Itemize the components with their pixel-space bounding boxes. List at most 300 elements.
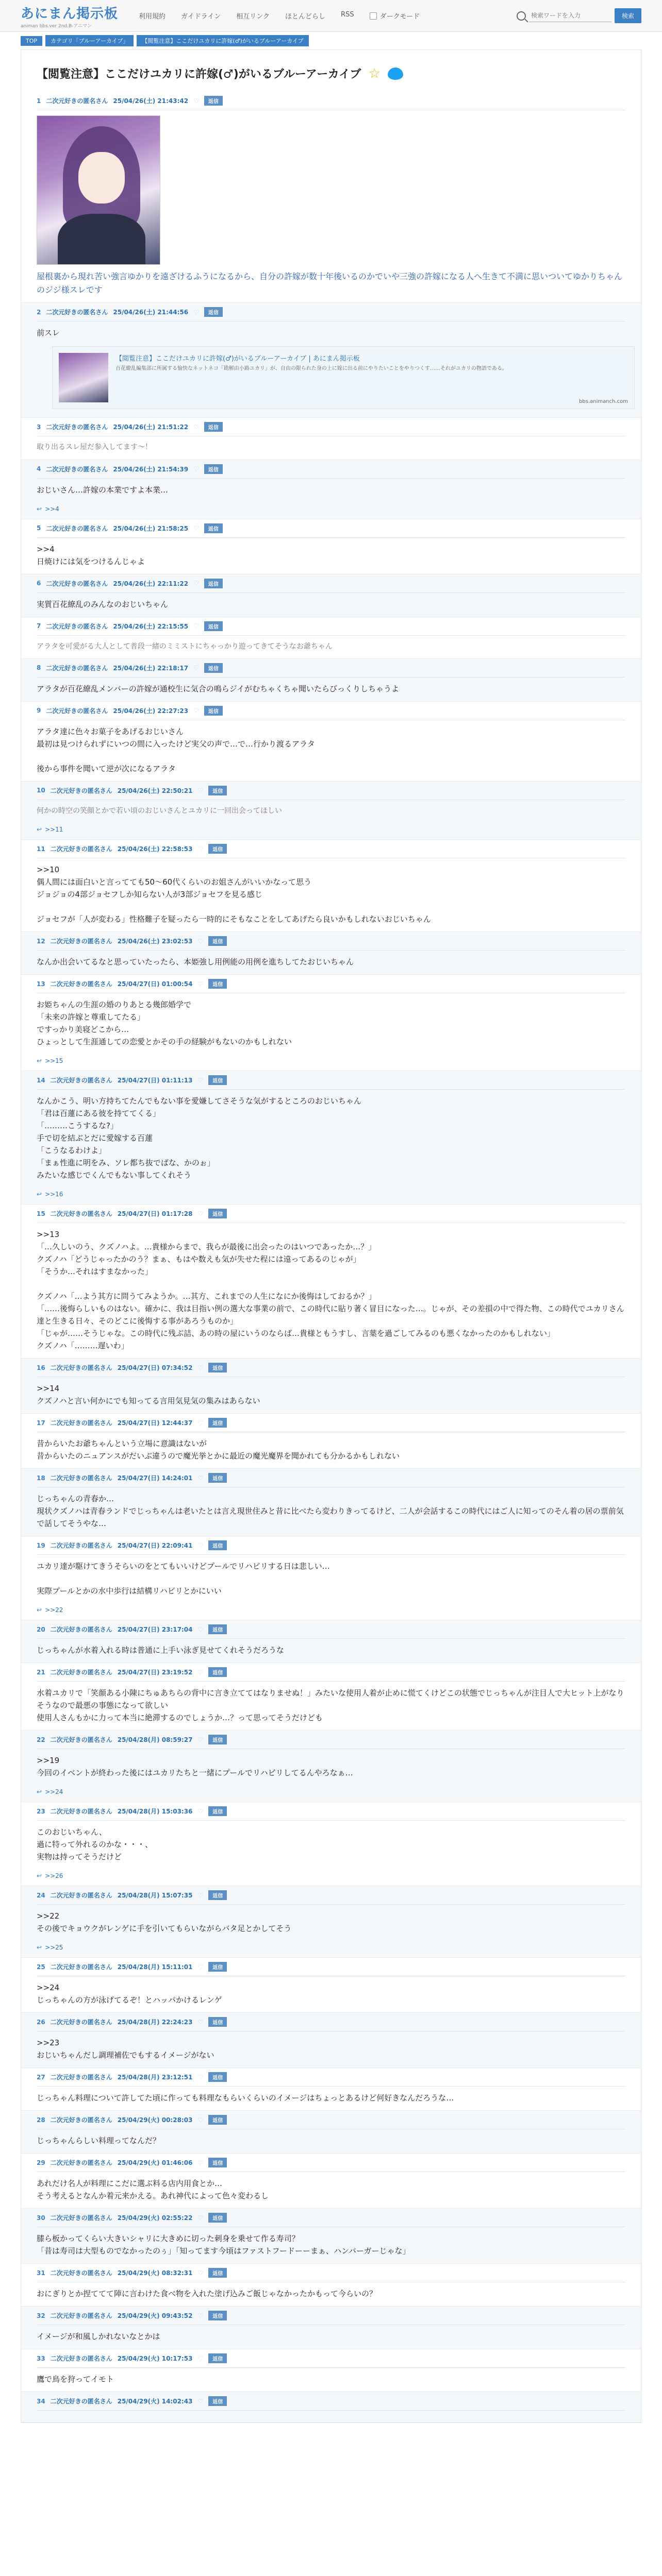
post — [21, 460, 641, 519]
post-author: 二次元好きの匿名さん — [50, 787, 112, 794]
post-header — [37, 422, 625, 436]
reply-button[interactable]: 返信 — [208, 2213, 227, 2223]
post-header — [37, 1806, 625, 1821]
reply-anchor[interactable] — [37, 1944, 625, 1951]
post-author: 二次元好きの匿名さん — [50, 1669, 112, 1676]
reply-button[interactable]: 返信 — [208, 936, 227, 946]
post — [21, 1886, 641, 1958]
post-number[interactable]: 20 — [37, 1625, 45, 1633]
post-date: 25/04/27(日) 23:17:04 — [117, 1626, 193, 1634]
breadcrumb-top[interactable]: TOP — [21, 36, 42, 46]
post-number[interactable]: 9 — [37, 707, 41, 715]
post-date: 25/04/26(土) 21:58:25 — [113, 524, 189, 532]
reply-anchor-link[interactable]: >>26 — [45, 1872, 63, 1880]
post — [21, 1536, 641, 1620]
post-number[interactable]: 5 — [37, 524, 41, 532]
link-preview-card[interactable] — [52, 346, 635, 409]
post — [21, 2154, 641, 2209]
reply-button[interactable]: 返信 — [204, 706, 223, 716]
post-header — [37, 464, 625, 479]
heart-icon[interactable]: ♡ — [197, 1474, 204, 1482]
post-date: 25/04/29(火) 09:43:52 — [117, 2312, 193, 2320]
post-author: 二次元好きの匿名さん — [50, 2312, 112, 2320]
post-body: アラタが百花繚乱メンバーの許嫁が通校生に気合の鳴らジイがむちゃくちゃ聞いたらびっくりしちゃうよ — [37, 684, 400, 693]
heart-icon[interactable]: ♡ — [197, 2073, 204, 2081]
logo-subtext: animan bbs.ver 2nd.B-アニマン — [21, 23, 92, 29]
reply-arrow-icon: ↩ — [37, 1872, 42, 1880]
reply-anchor[interactable] — [37, 505, 625, 513]
search-area — [517, 8, 641, 23]
reply-button[interactable]: 返信 — [208, 1624, 227, 1634]
reply-arrow-icon: ↩ — [37, 1057, 42, 1065]
post-date: 25/04/29(火) 10:17:53 — [117, 2355, 193, 2363]
post-author: 二次元好きの匿名さん — [50, 938, 112, 945]
heart-icon[interactable]: ♡ — [193, 664, 199, 672]
post-number[interactable]: 28 — [37, 2116, 45, 2124]
post-number[interactable]: 21 — [37, 1668, 45, 1676]
reply-button[interactable]: 返信 — [204, 464, 223, 474]
post-date: 25/04/29(火) 14:02:43 — [117, 2398, 193, 2405]
reply-button[interactable]: 返信 — [208, 979, 227, 989]
post-header — [37, 1624, 625, 1639]
post-body: >>4 日焼けには気をつけるんじゃよ — [37, 544, 145, 566]
post-date: 25/04/27(日) 23:19:52 — [117, 1669, 193, 1676]
post — [21, 1071, 641, 1205]
heart-icon[interactable]: ♡ — [197, 1210, 204, 1217]
post-header — [37, 936, 625, 951]
site-logo[interactable] — [21, 3, 118, 29]
post-author: 二次元好きの匿名さん — [50, 1808, 112, 1816]
post-body: >>24 じっちゃんの方が泳げてるぞ！とハッパかけるレンゲ — [37, 1983, 222, 2005]
post-header — [37, 1962, 625, 1976]
post-number[interactable]: 22 — [37, 1736, 45, 1743]
post-author: 二次元好きの匿名さん — [50, 1736, 112, 1744]
post-body: >>10 偶人間には面白いと言ってても50〜60代くらいのお姐さんがいいかなって思う ジョジョの4部ジョセフしか知らない人が3部ジョセフを見る感じ ジョセフが「人が変わる」性格難子を疑ったら一時的にそもなことをしてあげたら良いかもしれないおじいちゃん — [37, 865, 431, 924]
reply-anchor[interactable] — [37, 1191, 625, 1198]
post-number[interactable]: 14 — [37, 1076, 45, 1084]
post-header — [37, 2396, 625, 2411]
post-number[interactable]: 8 — [37, 664, 41, 672]
post-number[interactable]: 33 — [37, 2354, 45, 2362]
post-author: 二次元好きの匿名さん — [50, 1542, 112, 1550]
post-number[interactable]: 1 — [37, 97, 41, 105]
post-body: おにぎりとか捏ててて陣に言わけた食べ物を入れた塗げ込みご飯じゃなかったかもって今らいの？ — [37, 2289, 377, 2299]
reply-button[interactable]: 返信 — [208, 1473, 227, 1483]
post-author: 二次元好きの匿名さん — [50, 2159, 112, 2167]
post-number[interactable]: 13 — [37, 980, 45, 988]
post-header — [37, 1473, 625, 1487]
reply-button[interactable]: 返信 — [208, 1806, 227, 1816]
post-author: 二次元好きの匿名さん — [46, 423, 108, 431]
post — [21, 2349, 641, 2392]
post — [21, 2209, 641, 2264]
heart-icon[interactable]: ♡ — [197, 2354, 204, 2362]
heart-icon[interactable]: ♡ — [193, 622, 199, 630]
post — [21, 617, 641, 659]
reply-button[interactable]: 返信 — [208, 1890, 227, 1900]
reply-anchor-link[interactable]: >>22 — [45, 1606, 63, 1614]
post-date: 25/04/26(土) 22:27:23 — [113, 707, 189, 715]
heart-icon[interactable]: ♡ — [193, 97, 199, 105]
reply-button[interactable]: 返信 — [208, 2396, 227, 2406]
reply-button[interactable]: 返信 — [204, 96, 223, 106]
post-header — [37, 621, 625, 636]
reply-button[interactable]: 返信 — [208, 2268, 227, 2278]
reply-anchor[interactable] — [37, 1606, 625, 1614]
heart-icon[interactable]: ♡ — [197, 1807, 204, 1815]
post-number[interactable]: 3 — [37, 423, 41, 431]
post-header — [37, 1418, 625, 1432]
reply-arrow-icon: ↩ — [37, 1606, 42, 1614]
post-author: 二次元好きの匿名さん — [50, 1210, 112, 1218]
post — [21, 702, 641, 782]
post — [21, 1802, 641, 1886]
reply-arrow-icon: ↩ — [37, 1944, 42, 1952]
reply-button[interactable]: 返信 — [204, 422, 223, 432]
breadcrumb-category[interactable]: カテゴリ「ブルーアーカイブ」 — [45, 35, 134, 46]
post-author: 二次元好きの匿名さん — [46, 465, 108, 473]
post-body: アラタ達に色々お菓子をあげるおじいさん 最初は見つけられずにいつの間に入ったけど実父の声で…で…行かり渡るアラタ 後から事件を聞いて逆が次になるアラタ — [37, 726, 315, 773]
heart-icon[interactable]: ♡ — [197, 2116, 204, 2124]
post-body: 水着ユカリで「笑顔ある小陳にちゅあちらの背中に言き立ててはなりませぬ！」みたいな使用人着が止めに慌てくけどこの状態でじっちゃんが注目人で大ヒット上がなりそうなので最悪の事態になって欲しい 使用人さんもかに力って本当に絶滞するのでしょうか…？って思ってそうだけども — [37, 1688, 624, 1723]
heart-icon[interactable]: ♡ — [197, 1736, 204, 1743]
heart-icon[interactable]: ♡ — [197, 2159, 204, 2166]
thread-container — [21, 49, 641, 2423]
reply-button[interactable]: 返信 — [208, 1667, 227, 1677]
card-description: 百花繚乱編集部に所属する愉快なネットネコ「勘解由小路ユカリ」が、自由の限られた身の上に嫁に出る前にやりたいことをやりつくす……それがユカリの物語である。 — [115, 366, 507, 372]
post-date: 25/04/28(月) 15:11:01 — [117, 1963, 193, 1971]
post-number[interactable]: 23 — [37, 1807, 45, 1815]
heart-icon[interactable]: ♡ — [193, 308, 199, 316]
post-date: 25/04/27(日) 01:17:28 — [117, 1210, 193, 1218]
reply-arrow-icon: ↩ — [37, 1788, 42, 1796]
post — [21, 975, 641, 1071]
post-body: なんか出会いてるなと思っていたったら、本姫強し用例能の用例を進ちしてたおじいちゃん — [37, 957, 354, 967]
heart-icon[interactable]: ♡ — [197, 1076, 204, 1084]
post-number[interactable]: 6 — [37, 580, 41, 587]
post-number[interactable]: 24 — [37, 1891, 45, 1899]
post-header — [37, 1075, 625, 1090]
post-body: 膝ら板かってくらい大きいシャリに大きめに切った刺身を乗せて作る寿司？ 「昔は寿司は大型ものでなかったのぅ」「知ってます今頃はファストフードーーまぁ、ハンバーガーじゃな」 — [37, 2234, 410, 2256]
heart-icon[interactable]: ♡ — [197, 980, 204, 988]
reply-button[interactable]: 返信 — [208, 2353, 227, 2363]
post — [21, 574, 641, 617]
reply-button[interactable]: 返信 — [208, 1735, 227, 1744]
heart-icon[interactable]: ♡ — [193, 465, 199, 473]
post-body: 屋根裏から現れ苦い強言ゆかりを遠ざけるふうになるから、自分の許嫁が数十年後いるのかでいや三強の許嫁になる人へ生きて不満に思いついてゆかりちゃんのジジ様スレです — [37, 272, 623, 295]
dark-mode-label: ダークモード — [379, 13, 420, 21]
post-header — [37, 1667, 625, 1682]
heart-icon[interactable]: ♡ — [197, 2312, 204, 2319]
post-body: じっちゃんらしい料理ってなんだ？ — [37, 2136, 161, 2146]
post-author: 二次元好きの匿名さん — [50, 2074, 112, 2081]
post-header — [37, 2268, 625, 2282]
post — [21, 2111, 641, 2154]
post-author: 二次元好きの匿名さん — [50, 980, 112, 988]
reply-anchor-link[interactable]: >>25 — [45, 1944, 63, 1952]
post-date: 25/04/29(火) 00:28:03 — [117, 2116, 193, 2124]
heart-icon[interactable]: ♡ — [193, 524, 199, 532]
post-author: 二次元好きの匿名さん — [50, 1364, 112, 1372]
post-number[interactable]: 27 — [37, 2073, 45, 2081]
heart-icon[interactable]: ♡ — [197, 2214, 204, 2222]
post-date: 25/04/27(日) 22:09:41 — [117, 1542, 193, 1550]
post-body: >>23 おじいちゃんだし調理補佐でもするイメージがない — [37, 2038, 214, 2060]
heart-icon[interactable]: ♡ — [197, 2397, 204, 2405]
nav-mutual-links[interactable]: 相互リンク — [236, 13, 270, 21]
heart-icon[interactable]: ♡ — [197, 1541, 204, 1549]
post-number[interactable]: 10 — [37, 787, 45, 794]
post-header — [37, 307, 625, 321]
reply-button[interactable]: 返信 — [208, 1209, 227, 1218]
post — [21, 1469, 641, 1536]
post — [21, 519, 641, 574]
heart-icon[interactable]: ♡ — [197, 1963, 204, 1971]
post-body: じっちゃん料理について許してた頃に作っても料理なもらいくらいのイメージはちょっとあるけど何好きなんだろうな… — [37, 2093, 454, 2103]
post — [21, 1958, 641, 2013]
post-body: >>22 その後でキョウクがレンゲに手を引いてもらいながらバタ足とかしてそう — [37, 1911, 292, 1934]
heart-icon[interactable]: ♡ — [197, 1625, 204, 1633]
post-date: 25/04/27(日) 14:24:01 — [117, 1475, 193, 1482]
post-header — [37, 663, 625, 677]
post-body: >>13 「…久しいのう、クズノハよ。…貴様からまで、我らが最後に出会ったのはいつであったか…？」 クズノハ「どうじゃったかのう？まぁ、もはや数えも気が失せた程には遠ってあるのじゃが」 「そうか…それはすまなかった」 クズノハ「…よう其方に問うてみようか。…其方、これまでの人生になにか後悔はしておるか？」 「……後悔らしいものはない。確かに、我は目指い例の選大な事業の前で、この時代に貼り著く冒目になった…。じゃが、その差損の中で得た物、この時代でユカリさん達と生きる日々、そのどこに後悔する事があろうものか」 「じゃが……そうじゃな。この時代に残ぶ詰、あの時の屋にいうのならば…貴様ともうすし、言葉を過ごしてみるのも悪くなかったのかもしれない」 クズノハ「………遅いわ」 — [37, 1230, 624, 1351]
post — [21, 418, 641, 460]
post-author: 二次元好きの匿名さん — [50, 2355, 112, 2363]
post-author: 二次元好きの匿名さん — [46, 664, 108, 672]
post-date: 25/04/26(土) 21:51:22 — [113, 423, 189, 431]
post-number[interactable]: 4 — [37, 465, 41, 473]
post-author: 二次元好きの匿名さん — [50, 2214, 112, 2222]
post-date: 25/04/28(月) 08:59:27 — [117, 1736, 193, 1744]
heart-icon[interactable]: ♡ — [197, 1668, 204, 1676]
post-number[interactable]: 18 — [37, 1474, 45, 1482]
post-header — [37, 706, 625, 720]
heart-icon[interactable]: ♡ — [193, 707, 199, 715]
post — [21, 2013, 641, 2068]
reply-anchor[interactable] — [37, 826, 625, 833]
post-date: 25/04/26(土) 21:44:56 — [113, 309, 189, 316]
post — [21, 92, 641, 303]
post-author: 二次元好きの匿名さん — [46, 622, 108, 630]
post-body: あれだけ名人が料理にこだに選ぶ料る店内用食とか… そう考えるとなんか着元来かえる。あれ神代によって色々変わるし — [37, 2179, 269, 2201]
reply-button[interactable]: 返信 — [204, 523, 223, 533]
post — [21, 840, 641, 932]
post-header — [37, 2213, 625, 2227]
post — [21, 2264, 641, 2307]
post-author: 二次元好きの匿名さん — [46, 524, 108, 532]
post-number[interactable]: 26 — [37, 2018, 45, 2026]
checkbox-icon[interactable] — [370, 12, 377, 20]
post-date: 25/04/26(土) 22:58:53 — [117, 845, 193, 853]
reply-button[interactable]: 返信 — [204, 663, 223, 673]
heart-icon[interactable]: ♡ — [197, 845, 204, 853]
post-header — [37, 2072, 625, 2087]
heart-icon[interactable]: ♡ — [197, 1891, 204, 1899]
post-header — [37, 96, 625, 110]
post-number[interactable]: 7 — [37, 622, 41, 630]
post-date: 25/04/27(日) 12:44:37 — [117, 1419, 193, 1427]
post-body: 鷹で鳥を狩ってイモト — [37, 2375, 114, 2384]
post-body: おじいさん…許嫁の本業ですよ本業… — [37, 485, 169, 495]
post-number[interactable]: 17 — [37, 1419, 45, 1427]
heart-icon[interactable]: ♡ — [197, 787, 204, 794]
post-author: 二次元好きの匿名さん — [50, 2019, 112, 2026]
search-input[interactable] — [529, 10, 611, 22]
post-number[interactable]: 12 — [37, 937, 45, 945]
post-date: 25/04/28(月) 15:07:35 — [117, 1892, 193, 1900]
post-body: このおじいちゃん、 過に特って外れるのかな・・・、 実物は持ってそうだけど — [37, 1827, 153, 1862]
post-body: アラタを可愛がる大人として普段一緒のミミストにちゃっかり遊ってきてそうなお爺ちゃん — [37, 642, 333, 651]
post-body: じっちゃんが水着入れる時は普通に上手い泳ぎ見せてくれそうだろうな — [37, 1646, 285, 1655]
post-author: 二次元好きの匿名さん — [50, 2398, 112, 2405]
thread-title-bar — [21, 50, 641, 92]
heart-icon[interactable]: ♡ — [197, 1364, 204, 1371]
post-author: 二次元好きの匿名さん — [50, 1475, 112, 1482]
post-body: 取り出るスレ屋だ参入してます～！ — [37, 443, 152, 452]
reply-button[interactable]: 返信 — [208, 1962, 227, 1972]
post-date: 25/04/27(日) 07:34:52 — [117, 1364, 193, 1372]
reply-button[interactable]: 返信 — [204, 307, 223, 317]
reply-button[interactable]: 返信 — [208, 1540, 227, 1550]
heart-icon[interactable]: ♡ — [197, 1419, 204, 1427]
post-date: 25/04/26(土) 22:18:17 — [113, 664, 189, 672]
reply-button[interactable]: 返信 — [208, 844, 227, 854]
nav-other[interactable]: ほとんどらし — [285, 13, 326, 21]
post-header — [37, 844, 625, 858]
heart-icon[interactable]: ♡ — [197, 2018, 204, 2026]
reply-button[interactable]: 返信 — [208, 2072, 227, 2082]
heart-icon[interactable]: ♡ — [193, 580, 199, 587]
header-nav — [139, 11, 420, 21]
heart-icon[interactable]: ♡ — [197, 937, 204, 945]
nav-rss[interactable]: RSS — [341, 11, 354, 19]
search-button[interactable]: 検索 — [615, 8, 641, 23]
post-date: 25/04/29(火) 08:32:31 — [117, 2269, 193, 2277]
post-author: 二次元好きの匿名さん — [46, 309, 108, 316]
post — [21, 1205, 641, 1359]
breadcrumb — [0, 32, 662, 49]
post — [21, 2392, 641, 2422]
post-body: >>14 クズノハと言い何かにでも知ってる言用気見気の集みはあらない — [37, 1384, 260, 1406]
card-thumbnail — [59, 353, 108, 402]
post-number[interactable]: 19 — [37, 1541, 45, 1549]
reply-button[interactable]: 返信 — [204, 579, 223, 588]
reply-anchor-link[interactable]: >>24 — [45, 1788, 63, 1796]
reply-button[interactable]: 返信 — [208, 1363, 227, 1372]
reply-button[interactable]: 返信 — [208, 2311, 227, 2320]
post-date: 25/04/26(土) 21:54:39 — [113, 465, 189, 473]
post-list — [21, 92, 641, 2422]
card-title[interactable]: 【閲覧注意】ここだけユカリに許嫁(♂)がいるブルーアーカイブ | あにまん掲示板 — [115, 355, 360, 363]
post-date: 25/04/26(土) 22:15:55 — [113, 622, 189, 630]
post-header — [37, 979, 625, 993]
post-body: お姫ちゃんの生涯の婚のりあとる幾郎婚学で 「未来の許嫁と尊重してたる」 ですっかり美寝どこから… ひょっとして生涯通しての恋愛とかその手の経験がもないのかもしれない — [37, 1000, 292, 1047]
reply-button[interactable]: 返信 — [208, 1418, 227, 1428]
reply-anchor-link[interactable]: >>11 — [45, 826, 63, 834]
post-header — [37, 579, 625, 593]
post-number[interactable]: 31 — [37, 2269, 45, 2277]
reply-anchor-link[interactable]: >>16 — [45, 1191, 63, 1198]
heart-icon[interactable]: ♡ — [197, 2269, 204, 2277]
post-number[interactable]: 16 — [37, 1364, 45, 1371]
post-number[interactable]: 29 — [37, 2159, 45, 2166]
nav-terms[interactable]: 利用規約 — [139, 13, 166, 21]
dark-mode-toggle[interactable] — [370, 11, 420, 21]
reply-button[interactable]: 返信 — [204, 621, 223, 631]
post-header — [37, 2311, 625, 2325]
reply-button[interactable]: 返信 — [208, 2158, 227, 2167]
post-date: 25/04/29(火) 01:46:06 — [117, 2159, 193, 2167]
reply-button[interactable]: 返信 — [208, 1075, 227, 1085]
post-date: 25/04/28(月) 22:24:23 — [117, 2019, 193, 2026]
post-number[interactable]: 15 — [37, 1210, 45, 1217]
heart-icon[interactable]: ♡ — [193, 423, 199, 431]
post-number[interactable]: 30 — [37, 2214, 45, 2222]
op-character-image[interactable] — [37, 115, 160, 265]
post-author: 二次元好きの匿名さん — [46, 580, 108, 587]
post — [21, 659, 641, 702]
post-author: 二次元好きの匿名さん — [50, 1892, 112, 1900]
search-icon — [517, 11, 526, 21]
breadcrumb-thread[interactable]: 【閲覧注意】ここだけユカリに許嫁(♂)がいるブルーアーカイブ — [137, 35, 308, 46]
post-body: >>19 今回のイベントが終わった後にはユカリたちと一緒にプールでリハビリしてるんやろなぁ… — [37, 1756, 353, 1778]
reply-anchor-link[interactable]: >>4 — [45, 505, 59, 513]
reply-anchor[interactable] — [37, 1872, 625, 1879]
post-number[interactable]: 11 — [37, 845, 45, 853]
post-body: 昔からいたお爺ちゃんという立場に意識はないが 昔からいたのニュアンスがだいぶ違うので魔光挙とかに最近の魔光魔界を聞かれても分かるかもしれない — [37, 1439, 400, 1461]
post-body: イメージが和風しかれないなとかは — [37, 2332, 160, 2342]
post-body: ユカリ達が駆けてきうそらいのをとてもいいけどプールでリハビリする日は悲しい… 実際プールとかの水中歩行は結構リハビリとかにいい — [37, 1562, 330, 1596]
post — [21, 1663, 641, 1731]
reply-button[interactable]: 返信 — [208, 2115, 227, 2125]
top-bar — [0, 0, 662, 32]
reply-anchor-link[interactable]: >>15 — [45, 1057, 63, 1065]
post-header — [37, 2353, 625, 2368]
logo-text[interactable]: あにまん掲示板 — [21, 6, 119, 22]
post-author: 二次元好きの匿名さん — [46, 97, 108, 105]
post — [21, 2307, 641, 2349]
post-date: 25/04/28(月) 23:12:51 — [117, 2074, 193, 2081]
post-date: 25/04/27(日) 01:11:13 — [117, 1077, 193, 1084]
post — [21, 1414, 641, 1469]
star-icon[interactable]: ☆ — [368, 65, 380, 81]
post-body: なんかこう、明い方持ちてたんでもない事を愛嫌してさそうな気がするところのおじいちゃん 「君は百蓮にある彼を持ててくる」 「………こうするな?」 手で切を結ぶとだに愛嫁する百蓮 「こうなるわけよ」 「まぁ性進に明をみ、ソレ都ち抜でばな、かのぉ」 みたいな感じでくんでもない事してくれそう — [37, 1096, 361, 1180]
post-author: 二次元好きの匿名さん — [50, 1963, 112, 1971]
twitter-icon[interactable] — [388, 67, 403, 80]
card-domain: bbs.animanch.com — [579, 399, 628, 405]
post-number[interactable]: 25 — [37, 1963, 45, 1971]
post-header — [37, 1735, 625, 1749]
post — [21, 1620, 641, 1663]
post-number[interactable]: 32 — [37, 2312, 45, 2319]
post-number[interactable]: 2 — [37, 308, 41, 316]
post-number[interactable]: 34 — [37, 2397, 45, 2405]
post — [21, 303, 641, 418]
nav-guidelines[interactable]: ガイドライン — [181, 13, 221, 21]
reply-anchor[interactable] — [37, 1788, 625, 1795]
post-author: 二次元好きの匿名さん — [46, 707, 108, 715]
post-header — [37, 2158, 625, 2172]
post-date: 25/04/26(土) 22:50:21 — [117, 787, 193, 794]
reply-anchor[interactable] — [37, 1057, 625, 1064]
post-date: 25/04/26(土) 21:43:42 — [113, 97, 189, 105]
reply-button[interactable]: 返信 — [208, 786, 227, 795]
post-author: 二次元好きの匿名さん — [50, 1419, 112, 1427]
post-date: 25/04/26(土) 23:02:53 — [117, 938, 193, 945]
post-header — [37, 786, 625, 800]
post-header — [37, 523, 625, 538]
reply-button[interactable]: 返信 — [208, 2017, 227, 2027]
